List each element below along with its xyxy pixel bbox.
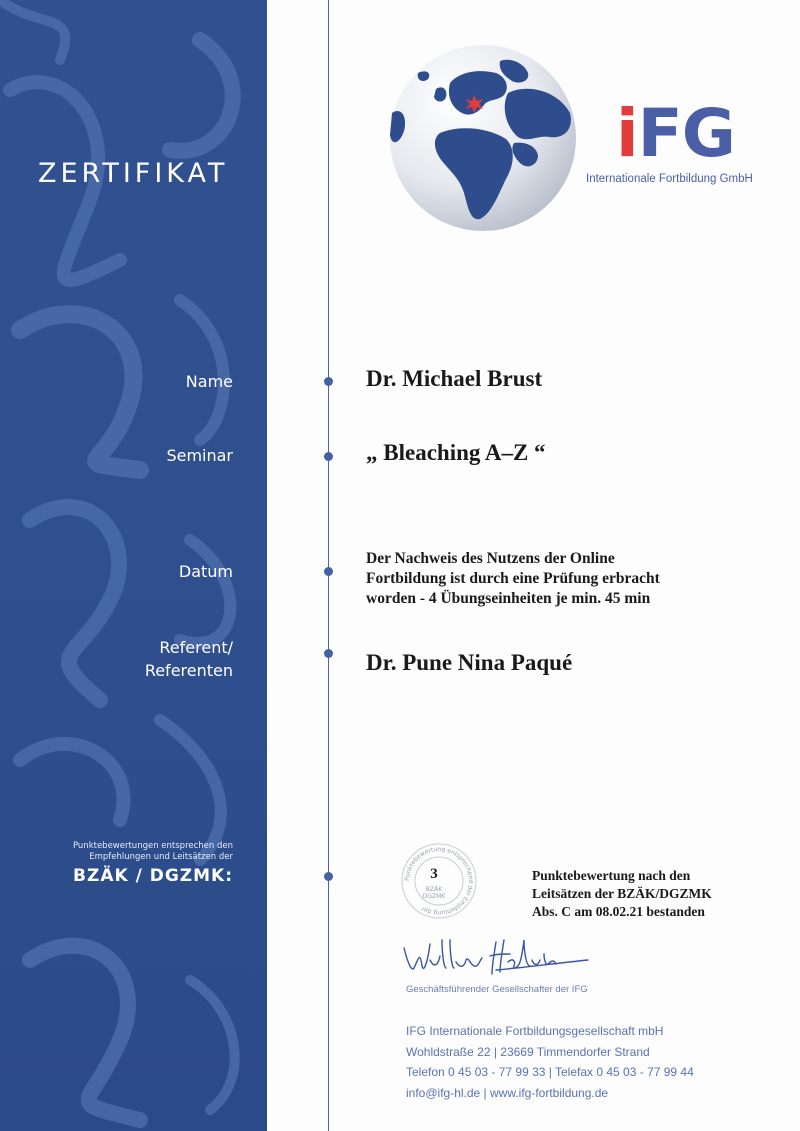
logo-letter-i: i [616,95,638,172]
label-bzaek-dgzmk: BZÄK / DGZMK: [73,866,233,886]
address-line3: Telefon 0 45 03 - 77 99 33 | Telefax 0 45 03 - 77 99 44 [406,1065,694,1079]
logo-subtitle: Internationale Fortbildung GmbH [586,173,753,185]
referent-name: Dr. Pune Nina Paqué [366,650,573,675]
ifg-logo [616,95,735,172]
datum-line3: worden - 4 Übungseinheiten je min. 45 min [366,590,651,607]
seminar-title: „ Bleaching A–Z “ [366,440,546,465]
label-referent-line1: Referent/ [159,638,233,657]
label-datum: Datum [178,562,233,581]
label-referent-line2: Referenten [144,661,233,680]
certificate-title: ZERTIFIKAT [38,158,229,189]
points-line1: Punktebewertung nach den [532,868,691,883]
stamp-number: 3 [430,866,438,882]
label-seminar: Seminar [166,446,233,465]
points-note-line1: Punktebewertungen entsprechen den [72,841,233,851]
handwritten-signature [400,930,590,980]
stamp-inner-line2: DGZMK [422,893,446,900]
datum-text [366,549,766,609]
points-line3: Abs. C am 08.02.21 bestanden [532,904,705,919]
address-line1: IFG Internationale Fortbildungsgesellschaft mbH [406,1024,664,1038]
bullet-name [324,377,333,386]
signature-caption: Geschäftsführender Gesellschafter der IFG [406,984,588,995]
address-line4: info@ifg-hl.de | www.ifg-fortbildung.de [406,1085,609,1100]
logo-letters-fg: FG [637,95,735,172]
svg-text:Punktebewertung entsprechend d [404,846,474,916]
points-note [33,841,233,863]
datum-line2: Fortbildung ist durch eine Prüfung erbracht [366,570,660,587]
bullet-referent [324,649,333,658]
points-line2: Leitsätzen der BZÄK/DGZMK [532,886,712,901]
stamp-inner-line1: BZÄK [425,886,443,893]
company-address [406,1021,694,1103]
points-stamp [400,842,478,920]
datum-line1: Der Nachweis des Nutzens der Online [366,550,615,567]
address-line2: Wohldstraße 22 | 23669 Timmendorfer Strand [406,1044,650,1059]
bullet-seminar [324,452,333,461]
points-statement [532,867,712,921]
points-note-line2: Empfehlungen und Leitsätzen der [89,852,233,862]
divider-line [328,0,329,1131]
globe-icon [388,43,578,233]
label-name: Name [185,372,233,391]
label-referent [145,636,233,682]
bullet-datum [324,567,333,576]
recipient-name: Dr. Michael Brust [366,366,543,391]
sidebar-panel [0,0,267,1131]
stamp-ring-text: Punktebewertung entsprechend der Empfehlung der [403,845,475,917]
bullet-bzaek [324,872,333,881]
